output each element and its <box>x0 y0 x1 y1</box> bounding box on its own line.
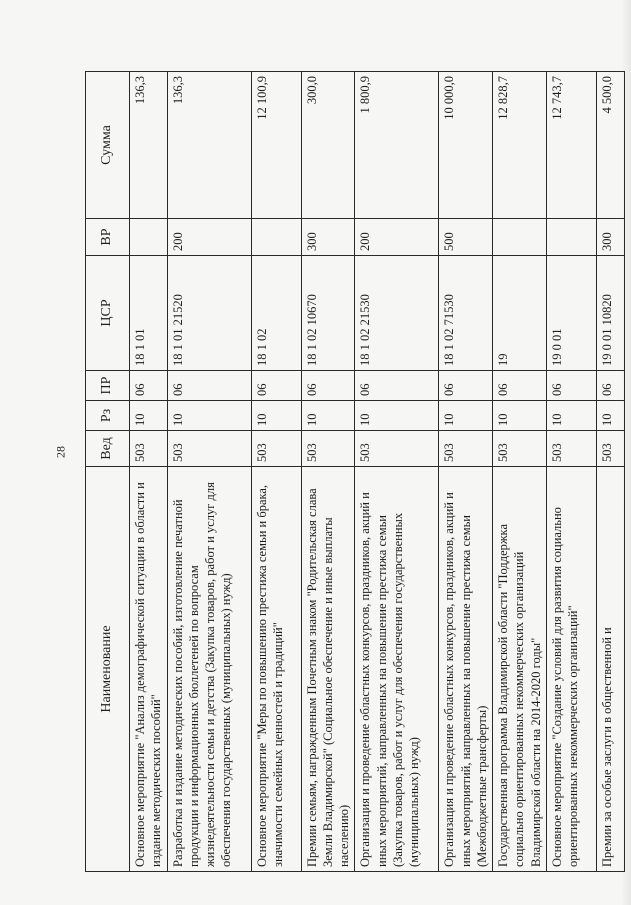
cell-pr: 06 <box>546 371 596 401</box>
cell-sum: 300,0 <box>301 72 355 219</box>
cell-name: Основное мероприятие "Анализ демографической ситуации в области и издание методических пособий" <box>130 467 168 872</box>
cell-ved: 503 <box>355 431 439 467</box>
cell-vr <box>546 219 596 256</box>
budget-table <box>85 71 625 872</box>
cell-rz: 10 <box>301 401 355 431</box>
cell-ved: 503 <box>301 431 355 467</box>
cell-vr: 200 <box>355 219 439 256</box>
cell-pr: 06 <box>355 371 439 401</box>
cell-csr: 18 1 02 71530 <box>439 256 493 371</box>
cell-csr: 19 0 01 <box>546 256 596 371</box>
cell-name: Организация и проведение областных конкурсов, праздников, акций и иных мероприятий, направленных на повышение престижа семьи (Межбюджетные трансферты) <box>439 467 493 872</box>
cell-rz: 10 <box>130 401 168 431</box>
cell-name: Премии семьям, награжденным Почетным знаком "Родительская слава Земли Владимирской" (Социальное обеспечение и иные выплаты населению) <box>301 467 355 872</box>
cell-pr: 06 <box>130 371 168 401</box>
cell-name: Организация и проведение областных конкурсов, праздников, акций и иных мероприятий, направленных на повышение престижа семьи (Закупка товаров, работ и услуг для обеспечения государственных (муниципальных) нужд) <box>355 467 439 872</box>
cell-csr: 18 1 02 10670 <box>301 256 355 371</box>
cell-rz: 10 <box>439 401 493 431</box>
cell-vr <box>493 219 547 256</box>
cell-name: Основное мероприятие "Создание условий для развития социально ориентированных некоммерческих организаций" <box>546 467 596 872</box>
cell-csr: 19 <box>493 256 547 371</box>
cell-vr: 200 <box>167 219 251 256</box>
cell-csr: 18 1 01 21520 <box>167 256 251 371</box>
cell-vr <box>130 219 168 256</box>
cell-ved: 503 <box>493 431 547 467</box>
cell-csr: 18 1 02 <box>251 256 301 371</box>
table-row <box>546 72 596 872</box>
table-row <box>493 72 547 872</box>
cell-csr: 18 1 01 <box>130 256 168 371</box>
header-name: Наименование <box>86 467 130 872</box>
cell-csr: 18 1 02 21530 <box>355 256 439 371</box>
cell-sum: 136,3 <box>130 72 168 219</box>
header-sum: Сумма <box>86 72 130 219</box>
cell-pr: 06 <box>439 371 493 401</box>
cell-sum: 10 000,0 <box>439 72 493 219</box>
scan-edge-shadow <box>621 0 631 905</box>
cell-sum: 1 800,9 <box>355 72 439 219</box>
cell-csr: 19 0 01 10820 <box>596 256 624 371</box>
table-row <box>167 72 251 872</box>
table-header-row <box>86 72 130 872</box>
cell-vr: 500 <box>439 219 493 256</box>
cell-sum: 12 828,7 <box>493 72 547 219</box>
cell-vr <box>251 219 301 256</box>
cell-sum: 4 500,0 <box>596 72 624 219</box>
table-row <box>251 72 301 872</box>
cell-ved: 503 <box>596 431 624 467</box>
cell-sum: 136,3 <box>167 72 251 219</box>
cell-name: Разработка и издание методических пособий, изготовление печатной продукции и информационных бюллетеней по вопросам жизнедеятельности семьи и детства (Закупка товаров, работ и услуг для обеспечения государственных (муниципальных) нужд) <box>167 467 251 872</box>
table-row <box>355 72 439 872</box>
header-pr: ПР <box>86 371 130 401</box>
cell-pr: 06 <box>251 371 301 401</box>
cell-pr: 06 <box>596 371 624 401</box>
cell-rz: 10 <box>355 401 439 431</box>
cell-rz: 10 <box>493 401 547 431</box>
cell-ved: 503 <box>167 431 251 467</box>
header-csr: ЦСР <box>86 256 130 371</box>
cell-ved: 503 <box>546 431 596 467</box>
cell-rz: 10 <box>251 401 301 431</box>
cell-name: Государственная программа Владимирской области "Поддержка социально ориентированных некоммерческих организаций Владимирской области на 2014-2020 годы" <box>493 467 547 872</box>
rotated-table-container <box>85 72 614 872</box>
cell-rz: 10 <box>546 401 596 431</box>
cell-name: Основное мероприятие "Меры по повышению престижа семьи и брака, значимости семейных ценностей и традиций" <box>251 467 301 872</box>
table-row <box>439 72 493 872</box>
cell-pr: 06 <box>301 371 355 401</box>
cell-vr: 300 <box>596 219 624 256</box>
cell-ved: 503 <box>130 431 168 467</box>
header-rz: Рз <box>86 401 130 431</box>
cell-pr: 06 <box>167 371 251 401</box>
cell-pr: 06 <box>493 371 547 401</box>
cell-rz: 10 <box>596 401 624 431</box>
cell-vr: 300 <box>301 219 355 256</box>
cell-sum: 12 743,7 <box>546 72 596 219</box>
header-ved: Вед <box>86 431 130 467</box>
table-row <box>301 72 355 872</box>
cell-rz: 10 <box>167 401 251 431</box>
cell-ved: 503 <box>439 431 493 467</box>
cell-sum: 12 100,9 <box>251 72 301 219</box>
page-number: 28 <box>53 446 68 458</box>
cell-name: Премии за особые заслуги в общественной и <box>596 467 624 872</box>
cell-ved: 503 <box>251 431 301 467</box>
header-vr: ВР <box>86 219 130 256</box>
table-row <box>130 72 168 872</box>
